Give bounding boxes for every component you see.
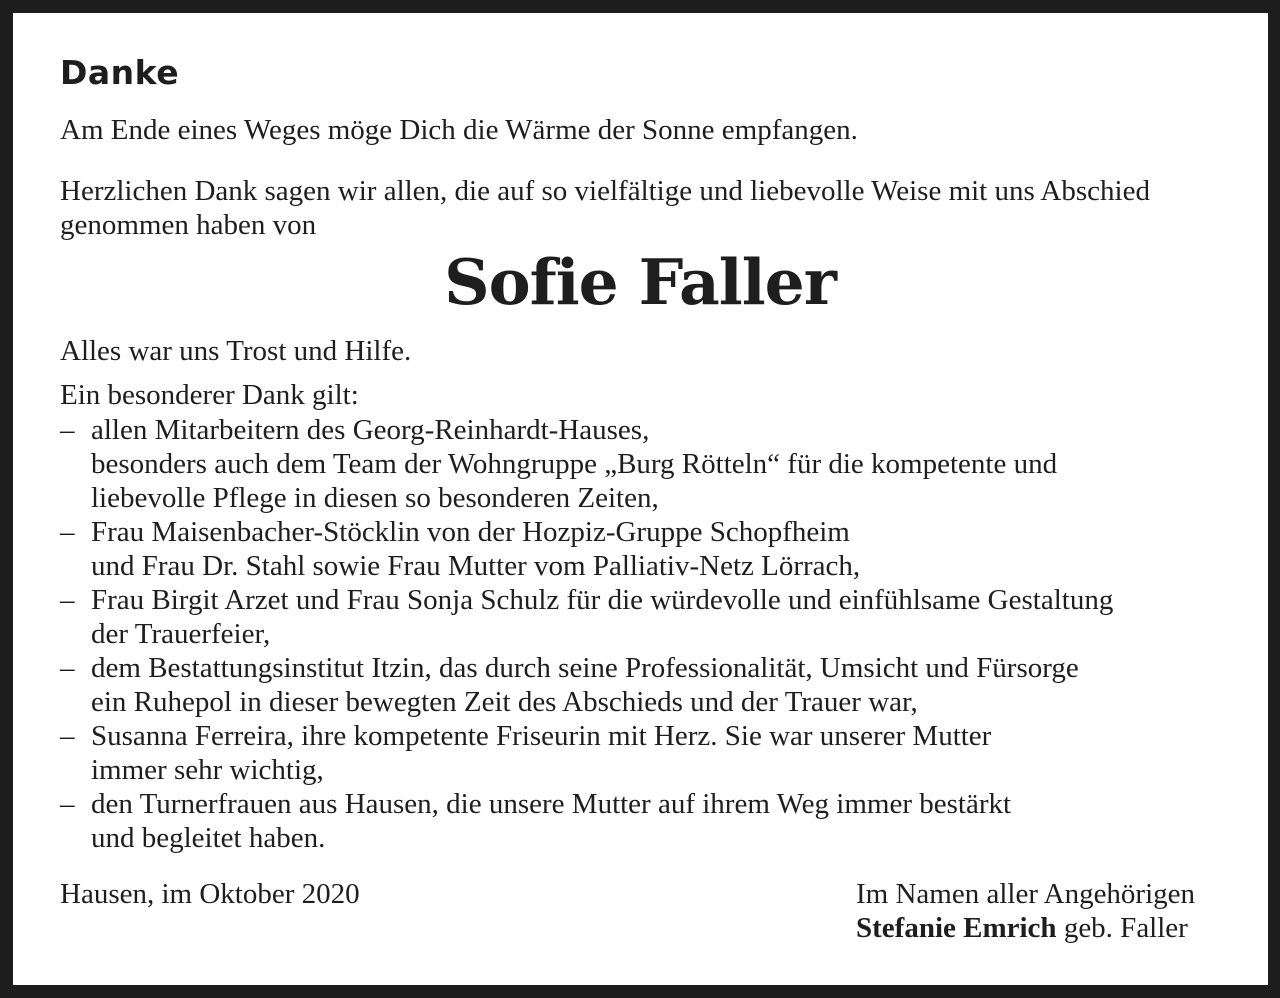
signature-block (856, 877, 1195, 945)
list-item (60, 583, 1113, 651)
special-thanks-intro: Ein besonderer Dank gilt: (60, 379, 359, 411)
list-item (60, 515, 1113, 583)
list-item (60, 413, 1113, 515)
list-item-text: Susanna Ferreira, ihre kompetente Friseurin mit Herz. Sie war unserer Mutter immer sehr wichtig, (91, 720, 992, 786)
list-item-text: Frau Maisenbacher-Stöcklin von der Hozpiz-Gruppe Schopfheim und Frau Dr. Stahl sowie Frau Mutter vom Palliativ-Netz Lörrach, (91, 516, 861, 582)
thanks-list (60, 413, 1113, 855)
signature-name-suffix: geb. Faller (1056, 912, 1188, 944)
dash-bullet: – (60, 788, 75, 820)
place-date: Hausen, im Oktober 2020 (60, 878, 360, 910)
list-item (60, 651, 1113, 719)
list-item (60, 719, 1113, 787)
dash-bullet: – (60, 652, 75, 684)
thanks-line-2: genommen haben von (60, 209, 317, 241)
signature-line-1: Im Namen aller Angehörigen (856, 878, 1196, 910)
dash-bullet: – (60, 414, 75, 446)
dash-bullet: – (60, 720, 75, 752)
signature-name: Stefanie Emrich (856, 912, 1057, 944)
list-item-text: den Turnerfrauen aus Hausen, die unsere Mutter auf ihrem Weg immer bestärkt und begleitet haben. (91, 788, 1012, 854)
heading-title: Danke (60, 53, 180, 92)
motto-text: Am Ende eines Weges möge Dich die Wärme der Sonne empfangen. (60, 114, 858, 146)
dash-bullet: – (60, 584, 75, 616)
list-item-text: allen Mitarbeitern des Georg-Reinhardt-Hauses, besonders auch dem Team der Wohngruppe „Burg Rötteln“ für die kompetente und liebevolle Pflege in diesen so besonderen Zeiten, (91, 414, 1058, 514)
thanks-line-1: Herzlichen Dank sagen wir allen, die auf so vielfältige und liebevolle Weise mit uns Abschied (60, 175, 1150, 207)
comfort-text: Alles war uns Trost und Hilfe. (60, 335, 412, 367)
list-item-text: Frau Birgit Arzet und Frau Sonja Schulz für die würdevolle und einfühlsame Gestaltung der Trauerfeier, (91, 584, 1114, 650)
list-item-text: dem Bestattungsinstitut Itzin, das durch seine Professionalität, Umsicht und Fürsorge ein Ruhepol in dieser bewegten Zeit des Abschieds und der Trauer war, (91, 652, 1079, 718)
list-item (60, 787, 1113, 855)
dash-bullet: – (60, 516, 75, 548)
signature-name-line (856, 911, 1195, 945)
deceased-name: Sofie Faller (444, 245, 836, 319)
